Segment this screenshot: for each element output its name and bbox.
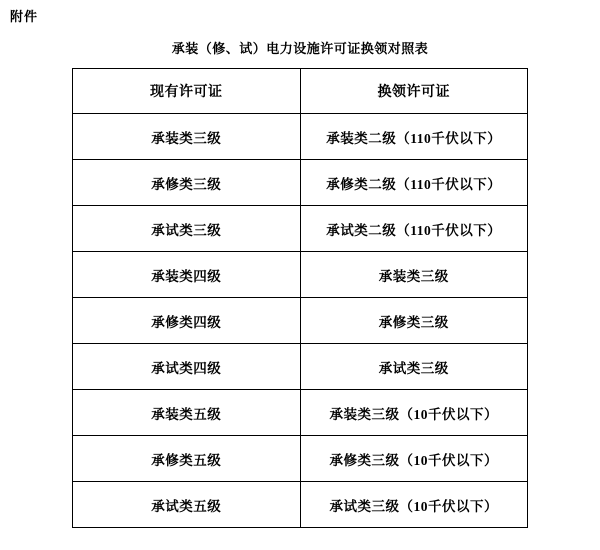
license-exchange-table [72,68,528,528]
column-header-new-license: 换领许可证 [300,69,528,114]
cell-new-license: 承修类三级（10千伏以下） [300,436,528,482]
cell-current-license: 承装类三级 [73,114,301,160]
cell-current-license: 承装类四级 [73,252,301,298]
table-row [73,114,528,160]
table-row [73,390,528,436]
cell-current-license: 承装类五级 [73,390,301,436]
cell-new-license: 承试类二级（110千伏以下） [300,206,528,252]
cell-new-license: 承试类三级（10千伏以下） [300,482,528,528]
cell-current-license: 承试类四级 [73,344,301,390]
attachment-label: 附件 [10,9,39,24]
table-row [73,482,528,528]
table-header [73,69,528,114]
table-row [73,436,528,482]
page-title: 承装（修、试）电力设施许可证换领对照表 [171,41,429,56]
table-row [73,160,528,206]
table-row [73,298,528,344]
cell-current-license: 承修类五级 [73,436,301,482]
cell-new-license: 承装类二级（110千伏以下） [300,114,528,160]
table-row [73,252,528,298]
cell-current-license: 承试类五级 [73,482,301,528]
cell-new-license: 承装类三级 [300,252,528,298]
cell-current-license: 承试类三级 [73,206,301,252]
cell-new-license: 承试类三级 [300,344,528,390]
table-row [73,206,528,252]
cell-new-license: 承修类三级 [300,298,528,344]
table-header-row [73,69,528,114]
column-header-current-license: 现有许可证 [73,69,301,114]
cell-current-license: 承修类三级 [73,160,301,206]
cell-current-license: 承修类四级 [73,298,301,344]
cell-new-license: 承修类二级（110千伏以下） [300,160,528,206]
table-body [73,114,528,528]
license-exchange-table-container [72,68,528,528]
cell-new-license: 承装类三级（10千伏以下） [300,390,528,436]
table-row [73,344,528,390]
